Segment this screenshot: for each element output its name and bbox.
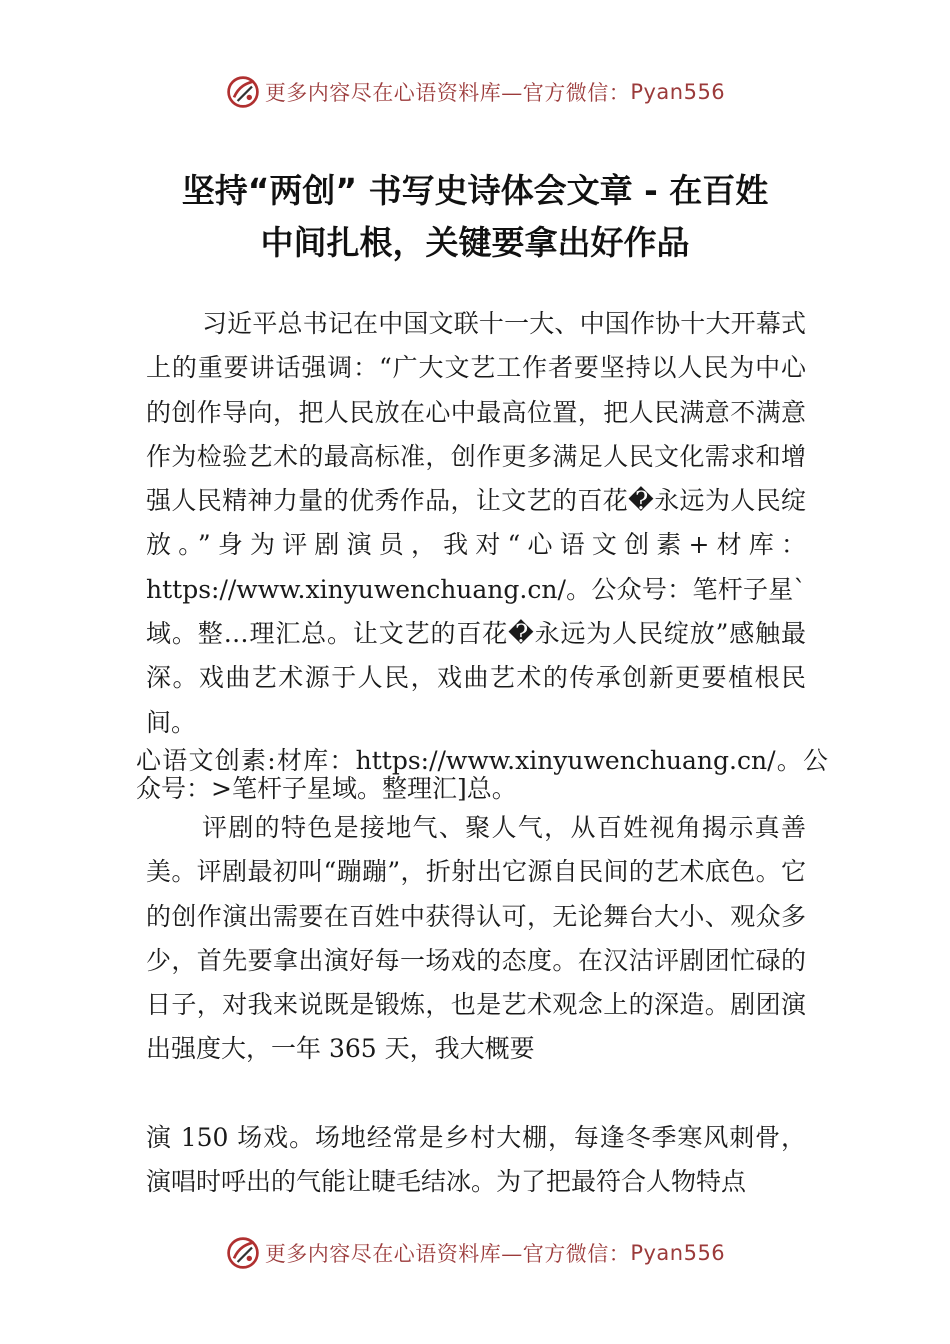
- title-line-1: 坚持“两创” 书写史诗体会文章 - 在百姓: [181, 171, 769, 210]
- footer-wechat-id: Pyan556: [630, 1241, 726, 1265]
- footer-promo-text: 更多内容尽在心语资料库—官方微信：: [264, 1242, 631, 1266]
- brand-logo-icon: [225, 74, 261, 110]
- header-promo-text: 更多内容尽在心语资料库—官方微信：: [264, 81, 631, 105]
- paragraph-3: 评剧的特色是接地气、聚人气，从百姓视角揭示真善美。评剧最初叫“蹦蹦”，折射出它源自民间的艺术底色。它的创作演出需要在百姓中获得认可，无论舞台大小、观众多少，首先要拿出演好每一场戏的态度。在汉沽评剧团忙碌的日子，对我来说既是锻炼，也是艺术观念上的深造。剧团演出强度大，一年 365 天，我大概要: [146, 813, 806, 1064]
- title-line-2: 中间扎根，关键要拿出好作品: [260, 223, 690, 262]
- paragraph-1: 习近平总书记在中国文联十一大、中国作协十大开幕式上的重要讲话强调：“广大文艺工作者要坚持以人民为中心的创作导向，把人民放在心中最高位置，把人民满意不满意作为检验艺术的最高标准，创作更多满足人民文化需求和增强人民精神力量的优秀作品，让文艺的百花�永远为人民绽放。”身为评剧演员，我对“心语文创素+材库：https://www.xinyuwenchuang.cn/。公众号：笔杆子星`域。整…理汇总。让文艺的百花�永远为人民绽放”感触最深。戏曲艺术源于人民，戏曲艺术的传承创新更要植根民间。: [146, 309, 806, 737]
- page-footer: [0, 1233, 950, 1273]
- brand-logo-icon: [225, 1235, 261, 1271]
- paragraph-2: 心语文创素:材库：https://www.xinyuwenchuang.cn/。公众号：>笔杆子星域。整理汇]总。: [136, 746, 828, 803]
- header-wechat-id: Pyan556: [630, 80, 726, 104]
- document-title: [100, 165, 850, 269]
- paragraph-4: 演 150 场戏。场地经常是乡村大棚，每逢冬季寒风刺骨，演唱时呼出的气能让睫毛结冰。为了把最符合人物特点: [146, 1123, 806, 1197]
- page-header: [0, 72, 950, 112]
